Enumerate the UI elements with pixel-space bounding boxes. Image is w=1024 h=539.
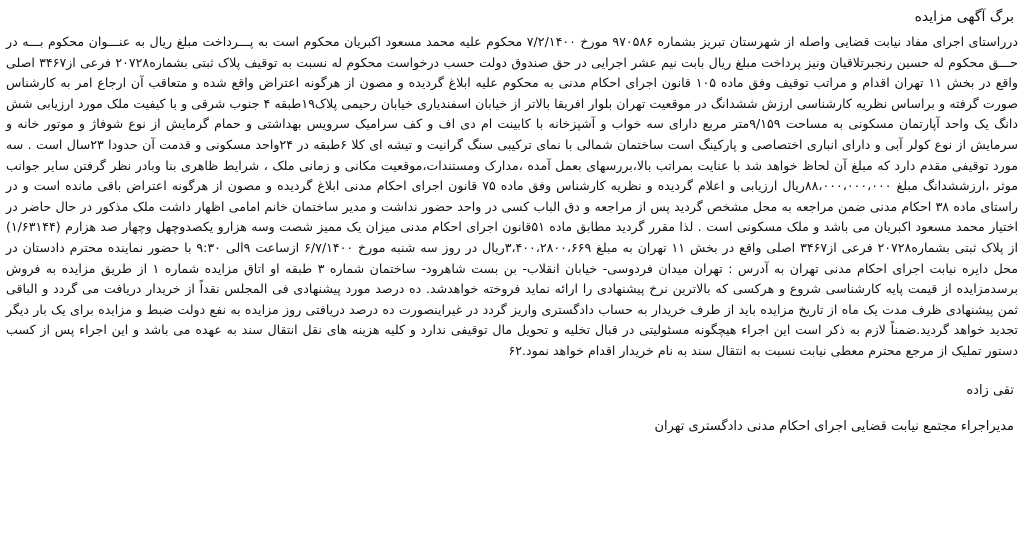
- signer-name: تقی زاده: [966, 382, 1014, 398]
- document-body: درراستای اجرای مفاد نیابت قضایی واصله از شهرستان تبریز بشماره ۹۷۰۵۸۶ مورخ ۷/۲/۱۴۰۰ محکوم علیه محمد مسعود اکبریان محکوم است به پـــرداخت مبلغ ریال به عنـــوان محکوم بـــه در حـــق محکوم له حسین رنجبرتلاقیان ونیز پرداخت مبلغ ریال بابت نیم عشر اجرایی در حق صندوق دولت حسب درخواست محکوم له نسبت به توقیف پلاک ثبتی بشماره۲۰۷۲۸ فرعی از۳۴۶۷ اصلی واقع در بخش ۱۱ تهران اقدام و مراتب توقیف وفق ماده ۱۰۵ قانون اجرای احکام مدنی به محکوم علیه ابلاغ گردیده و مصون از هرگونه اعتراض واقع شده و متعاقب آن ارجاع امر به کارشناس صورت گرفته و براساس نظریه کارشناسی ارزش ششدانگ در موقعیت تهران بلوار افریقا بالاتر از خیابان اسفندیاری خیابان رحیمی پلاک۱۹طبقه ۴ جنوب شرقی و با کیفیت ملک مورد ارزیابی شش دانگ یک واحد آپارتمان مسکونی به مساحت ۹/۱۵۹متر مربع دارای سه خواب و آشپزخانه با کابینت ام دی اف و کف سرامیک سرویس بهداشتی و حمام گرمایش از نوع شوفاژ و موتور خانه و سرمایش از نوع کولر آبی و دارای انباری اختصاصی و پارکینگ است ساختمان شمالی با نمای ترکیبی سنگ گرانیت و تیشه ای کلا ۶طبقه در ۲۴واحد مسکونی و قدمت آن حدودا ۲۳سال است . سه مورد توقیفی مقدم دارد که مبلغ آن لحاظ خواهد شد با عنایت بمراتب بالا،بررسهای بعمل آمده ،مدارک ومستندات،موقعیت مکانی و زمانی ملک ، شرایط ظاهری بنا وبادر نظر گرفتن سایر جوانب موثر ،ارزششدانگ مبلغ ۸۸،۰۰۰،۰۰۰،۰۰۰ریال ارزیابی و اعلام گردیده و نظریه کارشناس وفق ماده ۷۵ قانون اجرای احکام مدنی ابلاغ گردیده و مصون از هرگونه اعتراض باقی مانده است و در راستای ماده ۳۸ احکام مدنی ضمن مراجعه به محل مشخص گردید پس از مراجعه و دق الباب کسی در واحد حضور نداشت و مدیر ساختمان خانم امامی اظهار داشت ملک مذکور در حال حاضر در اختیار محمد مسعود اکبریان می باشد و ملک مسکونی است . لذا مقرر گردید مطابق ماده ۵۱قانون اجرای احکام مدنی میزان یک ممیز شصت وسه هزارو یکصدوچهل وچهار صد هزارم (۱/۶۳۱۴۴) از پلاک ثبتی بشماره۲۰۷۲۸ فرعی از۳۴۶۷ اصلی واقع در بخش ۱۱ تهران به مبلغ ۳،۴۰۰،۲۸۰۰،۶۶۹ریال در روز سه شنبه مورخ ۶/۷/۱۴۰۰ ازساعت ۹الی ۹:۳۰ با حضور نماینده محترم دادستان در محل دایره نیابت اجرای احکام مدنی تهران به آدرس : تهران میدان فردوسی- خیابان انقلاب- بن بست شاهرود- ساختمان شماره ۳ طبقه او اتاق مزایده شماره ۱ از طریق مزایده به فروش برسدمزایده از قیمت پایه کارشناسی شروع و هرکسی که بالاترین نرخ پیشنهادی را ارائه نماید فروخته خواهدشد. ده درصد مورد پیشنهادی فی المجلس نقداً از خریدار دریافت می گردد و الباقی ثمن پیشنهادی ظرف مدت یک ماه از تاریخ مزایده باید از طرف خریدار به حساب دادگستری واریز گردد در غیراینصورت ده درصد دریافتی روز مزایده به نفع دولت ضبط و مزایده برای یک بار دیگر تجدید خواهد گردید.ضمناً لازم به ذکر است این اجراء هیچگونه مسئولیتی در قبال تخلیه و تحویل مال توقیفی ندارد و کلیه هزینه های نقل انتقال سند به عهده می باشد و این اجراء پس از کسب دستور تملیک از مرجع محترم معطی نیابت نسبت به انتقال سند به نام خریدار اقدام خواهد نمود.۶۲: [6, 34, 1019, 358]
- document-title: برگ آگهی مزایده: [914, 9, 1014, 25]
- signer-title: مدیراجراء مجتمع نیابت قضایی اجرای احکام مدنی دادگستری تهران: [654, 418, 1014, 434]
